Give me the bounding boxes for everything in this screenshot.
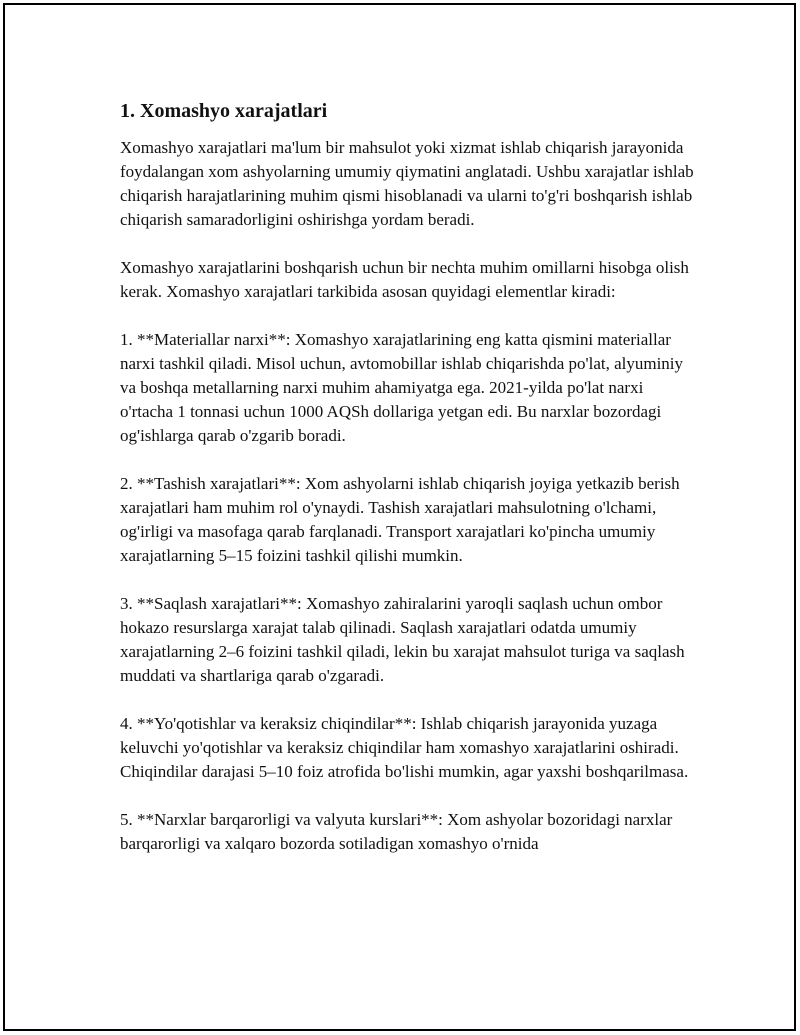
- section-heading: 1. Xomashyo xarajatlari: [120, 100, 328, 122]
- document-page: [3, 3, 796, 1031]
- list-item-transport-costs: 2. **Tashish xarajatlari**: Xom ashyolarni ishlab chiqarish joyiga yetkazib berish xarajatlari ham muhim rol o'ynaydi. Tashish xarajatlari mahsulotning o'lchami, og'irligi va masofaga qarab farqlanadi. Transport xarajatlari ko'pincha umumiy xarajatlarning 5–15 foizini tashkil qilishi mumkin.: [120, 474, 680, 565]
- list-item-price-stability: 5. **Narxlar barqarorligi va valyuta kurslari**: Xom ashyolar bozoridagi narxlar barqarorligi va xalqaro bozorda sotiladigan xomashyo o'rnida: [120, 810, 673, 853]
- list-item-material-prices: 1. **Materiallar narxi**: Xomashyo xarajatlarining eng katta qismini materiallar narxi tashkil qiladi. Misol uchun, avtomobillar ishlab chiqarishda po'lat, alyuminiy va boshqa metallarning narxi muhim ahamiyatga ega. 2021-yilda po'lat narxi o'rtacha 1 tonnasi uchun 1000 AQSh dollariga yetgan edi. Bu narxlar bozordagi og'ishlarga qarab o'zgarib boradi.: [120, 330, 684, 445]
- paragraph-intro: Xomashyo xarajatlari ma'lum bir mahsulot yoki xizmat ishlab chiqarish jarayonida foydalangan xom ashyolarning umumiy qiymatini anglatadi. Ushbu xarajatlar ishlab chiqarish harajatlarining muhim qismi hisoblanadi va ularni to'g'ri boshqarish ishlab chiqarish samaradorligini oshirishga yordam beradi.: [120, 138, 694, 229]
- paragraph-factors: Xomashyo xarajatlarini boshqarish uchun bir nechta muhim omillarni hisobga olish kerak. Xomashyo xarajatlari tarkibida asosan quyidagi elementlar kiradi:: [120, 258, 689, 301]
- list-item-losses-waste: 4. **Yo'qotishlar va keraksiz chiqindilar**: Ishlab chiqarish jarayonida yuzaga keluvchi yo'qotishlar va keraksiz chiqindilar ham xomashyo xarajatlarini oshiradi. Chiqindilar darajasi 5–10 foiz atrofida bo'lishi mumkin, agar yaxshi boshqarilmasa.: [120, 714, 689, 781]
- document-body: [120, 98, 700, 880]
- list-item-storage-costs: 3. **Saqlash xarajatlari**: Xomashyo zahiralarini yaroqli saqlash uchun ombor hokazo resurslarga xarajat talab qilinadi. Saqlash xarajatlari odatda umumiy xarajatlarning 2–6 foizini tashkil qiladi, lekin bu xarajat mahsulot turiga va saqlash muddati va shartlariga qarab o'zgaradi.: [120, 594, 685, 685]
